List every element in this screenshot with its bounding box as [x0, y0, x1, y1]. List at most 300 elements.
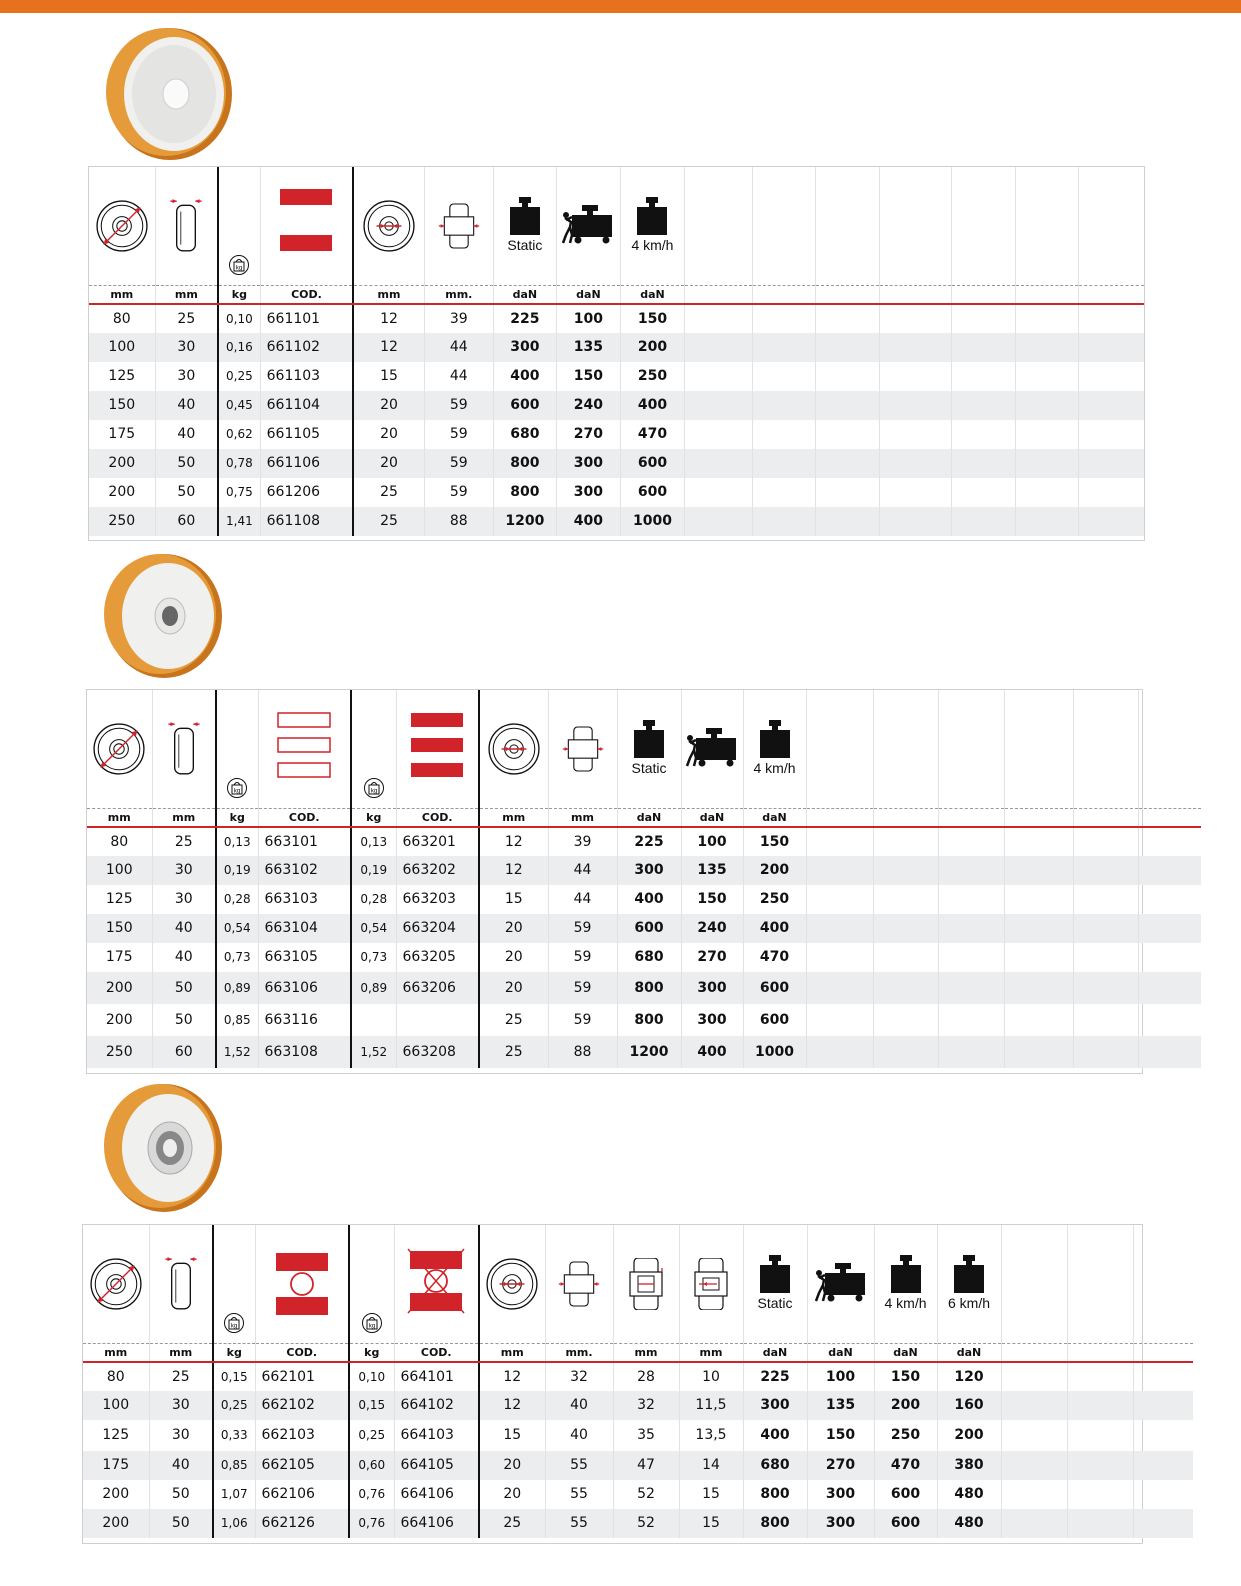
table-cell: 663106 — [258, 972, 351, 1004]
table-cell: 661108 — [260, 507, 353, 536]
table-cell: 662106 — [255, 1480, 349, 1509]
table-cell: 250 — [620, 362, 684, 391]
table-cell: 25 — [353, 478, 424, 507]
table-cell: 664105 — [394, 1451, 479, 1480]
table-cell: 135 — [681, 856, 743, 885]
table-cell: 661105 — [260, 420, 353, 449]
table-cell: 1,52 — [351, 1036, 396, 1068]
table-cell — [1138, 972, 1201, 1004]
unit-cell: COD. — [260, 285, 353, 304]
table-cell: 13,5 — [679, 1420, 743, 1451]
table-cell: 664101 — [394, 1362, 479, 1391]
table-cell: 15 — [679, 1509, 743, 1538]
table-cell: 250 — [874, 1420, 937, 1451]
table-cell: 59 — [424, 449, 493, 478]
table-cell — [952, 478, 1016, 507]
table-cell — [1016, 362, 1079, 391]
speed-label: 4 km/h — [753, 760, 796, 777]
table-cell: 600 — [493, 391, 556, 420]
table-cell: 52 — [613, 1480, 679, 1509]
table-cell: 300 — [681, 1004, 743, 1036]
unit-cell: mm — [87, 808, 152, 827]
table-cell — [1067, 1509, 1133, 1538]
table-cell — [1133, 1420, 1193, 1451]
table-cell: 80 — [106, 1368, 125, 1385]
table-cell: 0,78 — [218, 449, 260, 478]
table-cell: 0,15 — [349, 1391, 394, 1420]
table-cell: 200 — [87, 972, 152, 1004]
table-cell: 661106 — [260, 449, 353, 478]
table-row — [89, 362, 1144, 391]
unit-cell: mm — [679, 1343, 743, 1362]
table-cell: 663102 — [258, 856, 351, 885]
table-cell: 664103 — [394, 1420, 479, 1451]
table-cell: 240 — [681, 914, 743, 943]
table-cell: 0,28 — [351, 885, 396, 914]
table-cell: 600 — [874, 1509, 937, 1538]
speed-label: 4 km/h — [631, 237, 674, 254]
table-row — [83, 1451, 1193, 1480]
table-cell: 120 — [937, 1362, 1001, 1391]
unit-cell: COD. — [396, 808, 479, 827]
table-cell — [684, 420, 752, 449]
table-cell — [1138, 1004, 1201, 1036]
unit-cell: COD. — [255, 1343, 349, 1362]
table-cell: 470 — [743, 943, 806, 972]
table-cell: 0,15 — [213, 1362, 255, 1391]
table-cell: 400 — [681, 1036, 743, 1068]
table-cell — [1001, 1451, 1067, 1480]
table-row — [87, 914, 1201, 943]
unit-cell: kg — [349, 1343, 394, 1362]
table-cell — [1138, 856, 1201, 885]
table-cell: 380 — [937, 1451, 1001, 1480]
tread-profile-icon — [280, 189, 332, 251]
table-cell: 10 — [679, 1362, 743, 1391]
table-cell — [938, 1004, 1004, 1036]
table-cell: 44 — [424, 362, 493, 391]
table-cell: 200 — [89, 449, 155, 478]
unit-cell — [1138, 808, 1201, 827]
table-cell: 600 — [617, 914, 681, 943]
wheel-diameter-icon — [92, 722, 146, 776]
table-cell — [1067, 1420, 1133, 1451]
table-cell: 240 — [556, 391, 620, 420]
unit-cell: mm — [83, 1343, 149, 1362]
table-cell — [880, 449, 952, 478]
table-cell: 125 — [102, 1427, 130, 1443]
table-row — [87, 1004, 1201, 1036]
table-cell — [1016, 478, 1079, 507]
unit-cell — [684, 285, 752, 304]
unit-cell: daN — [937, 1343, 1001, 1362]
table-cell: 270 — [556, 420, 620, 449]
table-cell: 39 — [548, 827, 617, 856]
table-cell: 0,75 — [218, 478, 260, 507]
table-cell: 0,73 — [351, 943, 396, 972]
unit-cell: kg — [351, 808, 396, 827]
table-cell — [806, 856, 873, 885]
table-cell — [806, 827, 873, 856]
units-row — [89, 285, 1144, 304]
table-cell: 135 — [807, 1391, 874, 1420]
table-cell: 300 — [807, 1480, 874, 1509]
table-cell: 663204 — [396, 914, 479, 943]
table-cell: 661103 — [260, 362, 353, 391]
table-cell — [753, 507, 816, 536]
table-cell: 0,85 — [213, 1451, 255, 1480]
table-cell — [1079, 362, 1144, 391]
table-cell: 59 — [424, 478, 493, 507]
table-cell: 50 — [155, 478, 218, 507]
table-cell: 100 — [89, 333, 155, 362]
table-cell — [873, 1004, 938, 1036]
table-cell: 12 — [353, 304, 424, 333]
table-cell: 663116 — [258, 1004, 351, 1036]
table-cell: 59 — [548, 972, 617, 1004]
table-cell: 662126 — [255, 1509, 349, 1538]
unit-cell — [1067, 1343, 1133, 1362]
table-cell: 15 — [479, 1420, 545, 1451]
unit-cell — [806, 808, 873, 827]
table-cell: 100 — [807, 1362, 874, 1391]
table-cell: 1000 — [743, 1036, 806, 1068]
unit-cell — [1133, 1343, 1193, 1362]
tread-profile-outline-icon — [277, 712, 331, 778]
unit-cell — [952, 285, 1016, 304]
unit-cell — [1079, 285, 1144, 304]
table-cell — [880, 362, 952, 391]
table-row — [83, 1509, 1193, 1538]
table-cell — [1001, 1391, 1067, 1420]
table-cell: 100 — [556, 304, 620, 333]
weight-kg-icon — [363, 776, 385, 800]
table-cell: 1000 — [620, 507, 684, 536]
table-cell: 0,85 — [216, 1004, 258, 1036]
table-2 — [86, 689, 1143, 1074]
unit-cell: daN — [743, 1343, 807, 1362]
table-cell: 1,07 — [213, 1480, 255, 1509]
table-cell — [753, 362, 816, 391]
table-cell — [952, 420, 1016, 449]
table-cell: 800 — [617, 1004, 681, 1036]
table-cell: 0,73 — [216, 943, 258, 972]
table-cell: 225 — [617, 827, 681, 856]
table-cell — [1016, 507, 1079, 536]
table-cell: 0,89 — [351, 972, 396, 1004]
table-cell: 800 — [493, 449, 556, 478]
table-cell: 50 — [149, 1509, 213, 1538]
table-cell: 800 — [743, 1480, 807, 1509]
table-cell: 662105 — [255, 1451, 349, 1480]
table-cell: 60 — [152, 1036, 216, 1068]
table-cell — [1079, 449, 1144, 478]
table-cell: 40 — [545, 1420, 613, 1451]
hub-length-icon — [561, 724, 605, 774]
table-cell: 1,41 — [218, 507, 260, 536]
units-row — [83, 1343, 1193, 1362]
table-cell: 0,76 — [349, 1509, 394, 1538]
table-cell: 250 — [87, 1036, 152, 1068]
table-cell — [1016, 391, 1079, 420]
table-cell — [684, 391, 752, 420]
table-cell — [1133, 1509, 1193, 1538]
unit-cell: daN — [617, 808, 681, 827]
table-cell: 25 — [155, 304, 218, 333]
table-cell: 20 — [353, 449, 424, 478]
table-cell: 200 — [937, 1420, 1001, 1451]
table-cell — [1001, 1480, 1067, 1509]
table-cell: 1,06 — [213, 1509, 255, 1538]
table-cell — [1016, 449, 1079, 478]
unit-cell: mm — [479, 1343, 545, 1362]
unit-cell: kg — [216, 808, 258, 827]
table-cell — [880, 478, 952, 507]
table-cell: 59 — [424, 391, 493, 420]
table-cell — [1073, 914, 1138, 943]
table-cell — [806, 914, 873, 943]
table-cell — [880, 304, 952, 333]
table-cell: 40 — [152, 914, 216, 943]
table-cell — [1004, 972, 1073, 1004]
table-cell — [753, 449, 816, 478]
table-cell: 661206 — [260, 478, 353, 507]
table-cell: 663205 — [396, 943, 479, 972]
speed-label-4: 4 km/h — [884, 1295, 927, 1312]
table-cell — [684, 478, 752, 507]
table-cell — [873, 972, 938, 1004]
table-cell: 12 — [479, 856, 548, 885]
table-cell: 80 — [110, 833, 129, 850]
table-cell — [873, 856, 938, 885]
table-cell: 0,45 — [218, 391, 260, 420]
speed-load-icon — [952, 1255, 986, 1293]
table-cell: 0,60 — [349, 1451, 394, 1480]
wheel-width-icon — [168, 720, 200, 778]
table-cell: 40 — [545, 1391, 613, 1420]
table-row — [83, 1420, 1193, 1451]
table-cell: 150 — [743, 827, 806, 856]
table-cell — [1138, 827, 1201, 856]
table-cell — [938, 972, 1004, 1004]
table-cell: 25 — [152, 827, 216, 856]
table-cell: 400 — [743, 914, 806, 943]
table-cell: 20 — [479, 972, 548, 1004]
table-cell: 150 — [620, 304, 684, 333]
table-cell: 680 — [743, 1451, 807, 1480]
static-label: Static — [507, 237, 543, 254]
table-cell: 30 — [155, 362, 218, 391]
table-cell: 32 — [613, 1391, 679, 1420]
table-row — [87, 827, 1201, 856]
table-cell: 150 — [89, 391, 155, 420]
unit-cell: kg — [213, 1343, 255, 1362]
table-cell: 20 — [479, 943, 548, 972]
table-cell: 225 — [743, 1362, 807, 1391]
table-cell: 50 — [149, 1480, 213, 1509]
table-row — [89, 333, 1144, 362]
table-cell: 200 — [108, 484, 136, 500]
table-cell — [753, 478, 816, 507]
table-cell — [816, 362, 880, 391]
unit-cell: mm — [353, 285, 424, 304]
table-cell: 40 — [155, 391, 218, 420]
table-cell: 300 — [493, 333, 556, 362]
table-cell: 470 — [620, 420, 684, 449]
table-cell: 300 — [556, 478, 620, 507]
unit-cell: mm — [479, 808, 548, 827]
table-cell — [1004, 943, 1073, 972]
static-label: Static — [757, 1295, 793, 1312]
unit-cell: mm — [613, 1343, 679, 1362]
table-cell: 0,10 — [349, 1362, 394, 1391]
table-cell: 1200 — [617, 1036, 681, 1068]
unit-cell: daN — [556, 285, 620, 304]
hub-bore-icon — [362, 199, 416, 253]
wheel-diameter-icon — [89, 1257, 143, 1311]
table-cell: 400 — [620, 391, 684, 420]
table-cell: 0,62 — [218, 420, 260, 449]
table-row — [89, 420, 1144, 449]
table-cell: 470 — [874, 1451, 937, 1480]
table-cell: 200 — [83, 1509, 149, 1538]
table-cell: 35 — [613, 1420, 679, 1451]
table-cell: 663201 — [396, 827, 479, 856]
table-cell: 300 — [743, 1391, 807, 1420]
table-cell — [1073, 827, 1138, 856]
wheel-width-icon — [165, 1255, 197, 1313]
table-cell — [938, 827, 1004, 856]
table-cell: 175 — [108, 426, 136, 442]
table-cell: 600 — [874, 1480, 937, 1509]
table-3 — [82, 1224, 1143, 1544]
table-cell — [1073, 972, 1138, 1004]
table-cell: 20 — [353, 420, 424, 449]
table-cell: 663202 — [396, 856, 479, 885]
table-cell — [1138, 1036, 1201, 1068]
table-cell: 12 — [479, 1391, 545, 1420]
table-cell — [1067, 1362, 1133, 1391]
table-cell: 44 — [548, 856, 617, 885]
table-cell: 0,16 — [218, 333, 260, 362]
unit-cell: daN — [681, 808, 743, 827]
table-cell — [1004, 1004, 1073, 1036]
table-cell: 55 — [545, 1509, 613, 1538]
unit-cell: mm. — [424, 285, 493, 304]
units-row — [87, 808, 1201, 827]
table-cell: 1200 — [493, 507, 556, 536]
table-cell — [938, 885, 1004, 914]
table-cell: 80 — [112, 310, 131, 327]
table-cell: 20 — [479, 1480, 545, 1509]
speed-load-icon — [635, 197, 669, 235]
table-cell: 300 — [617, 856, 681, 885]
table-cell: 47 — [613, 1451, 679, 1480]
table-cell: 150 — [807, 1420, 874, 1451]
table-1 — [88, 166, 1145, 541]
table-cell: 664102 — [394, 1391, 479, 1420]
table-cell — [753, 420, 816, 449]
unit-cell — [880, 285, 952, 304]
table-cell: 20 — [479, 1451, 545, 1480]
table-cell — [1138, 943, 1201, 972]
table-cell — [1001, 1362, 1067, 1391]
table-cell: 175 — [105, 949, 133, 965]
table-cell — [1016, 420, 1079, 449]
table-cell — [1133, 1391, 1193, 1420]
table-cell: 100 — [681, 827, 743, 856]
table-cell — [816, 304, 880, 333]
table-cell — [1016, 304, 1079, 333]
static-load-icon — [508, 197, 542, 235]
table-cell: 662101 — [255, 1362, 349, 1391]
table-cell: 0,25 — [213, 1391, 255, 1420]
table-cell: 12 — [479, 827, 548, 856]
table-cell — [1067, 1480, 1133, 1509]
unit-cell: daN — [874, 1343, 937, 1362]
table-cell: 30 — [149, 1420, 213, 1451]
table-cell — [816, 391, 880, 420]
table-cell: 300 — [556, 449, 620, 478]
table-cell — [1001, 1509, 1067, 1538]
table-cell: 55 — [545, 1451, 613, 1480]
table-cell — [1001, 1420, 1067, 1451]
table-cell — [1004, 856, 1073, 885]
table-cell — [1004, 914, 1073, 943]
table-cell: 663103 — [258, 885, 351, 914]
table-cell — [880, 420, 952, 449]
table-cell — [1073, 1004, 1138, 1036]
table-cell — [816, 507, 880, 536]
unit-cell — [1001, 1343, 1067, 1362]
table-cell — [806, 1004, 873, 1036]
table-cell — [1004, 1036, 1073, 1068]
table-cell: 25 — [479, 1509, 545, 1538]
table-cell: 0,10 — [218, 304, 260, 333]
table-cell: 14 — [679, 1451, 743, 1480]
unit-cell: mm — [149, 1343, 213, 1362]
table-cell: 200 — [620, 333, 684, 362]
table-cell — [806, 885, 873, 914]
table-cell: 0,54 — [351, 914, 396, 943]
table-cell: 400 — [743, 1420, 807, 1451]
table-cell: 250 — [89, 507, 155, 536]
table-row — [89, 391, 1144, 420]
table-cell: 270 — [681, 943, 743, 972]
table-cell: 200 — [743, 856, 806, 885]
table-cell: 800 — [617, 972, 681, 1004]
table-cell: 600 — [620, 449, 684, 478]
table-cell — [684, 362, 752, 391]
table-cell — [1073, 943, 1138, 972]
table-cell: 32 — [545, 1362, 613, 1391]
unit-cell: mm — [155, 285, 218, 304]
table-cell: 30 — [152, 856, 216, 885]
table-cell: 88 — [548, 1036, 617, 1068]
unit-cell — [1004, 808, 1073, 827]
table-cell — [938, 856, 1004, 885]
table-row — [87, 943, 1201, 972]
table-cell: 150 — [681, 885, 743, 914]
weight-kg-icon — [228, 253, 250, 277]
table-cell: 150 — [874, 1362, 937, 1391]
table-cell: 40 — [155, 420, 218, 449]
table-cell: 125 — [108, 368, 136, 384]
table-cell: 30 — [149, 1391, 213, 1420]
table-cell — [1073, 1036, 1138, 1068]
table-cell: 25 — [479, 1004, 548, 1036]
table-row — [87, 1036, 1201, 1068]
